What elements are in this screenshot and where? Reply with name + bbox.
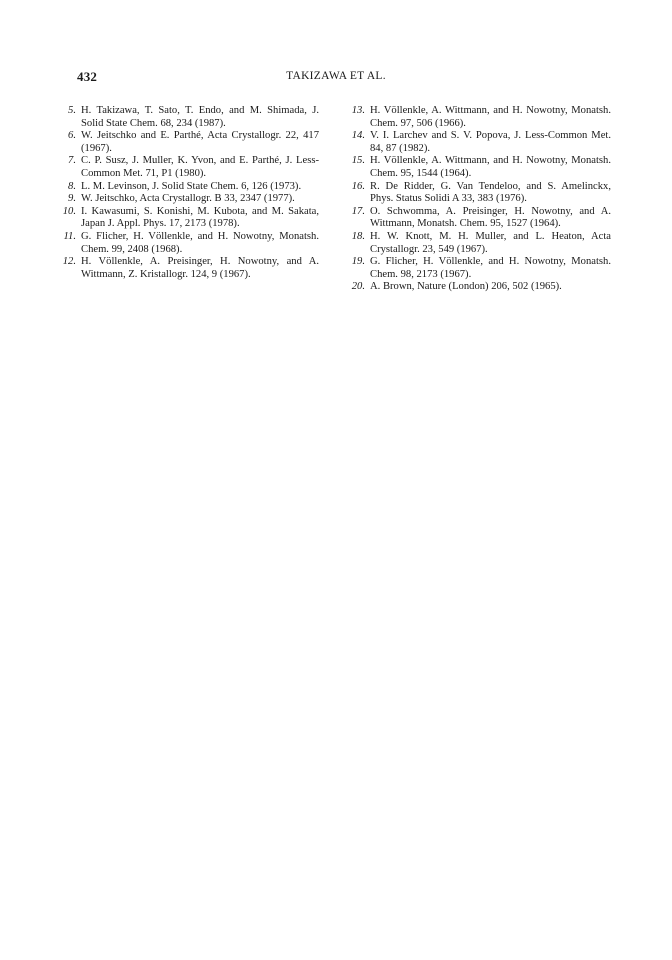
reference-number: 17.	[351, 205, 365, 217]
reference-number: 20.	[351, 281, 365, 293]
reference-text: G. Flicher, H. Völlenkle, and H. Nowotny, Monatsh. Chem. 99, 2408 (1968).	[81, 230, 319, 255]
reference-item	[57, 181, 319, 194]
reference-text: H. Völlenkle, A. Wittmann, and H. Nowotny, Monatsh. Chem. 97, 506 (1966).	[370, 105, 611, 129]
reference-text: V. I. Larchev and S. V. Popova, J. Less-Common Met. 84, 87 (1982).	[370, 130, 611, 154]
reference-number: 9.	[68, 193, 76, 205]
reference-text: G. Flicher, H. Völlenkle, and H. Nowotny, Monatsh. Chem. 98, 2173 (1967).	[370, 256, 611, 280]
reference-text: H. Völlenkle, A. Preisinger, H. Nowotny, and A. Wittmann, Z. Kristallogr. 124, 9 (1967).	[81, 256, 319, 280]
reference-item	[346, 231, 611, 256]
reference-item	[346, 256, 611, 281]
reference-item	[57, 155, 319, 180]
reference-text: W. Jeitschko and E. Parthé, Acta Crystallogr. 22, 417 (1967).	[81, 130, 319, 154]
reference-text: R. De Ridder, G. Van Tendeloo, and S. Amelinckx, Phys. Status Solidi A 33, 383 (1976).	[370, 180, 611, 205]
reference-text: W. Jeitschko, Acta Crystallogr. B 33, 2347 (1977).	[81, 193, 295, 205]
reference-item	[57, 130, 319, 155]
reference-number: 8.	[68, 180, 76, 192]
reference-number: 16.	[351, 180, 365, 192]
reference-item	[346, 206, 611, 231]
page-number: 432	[77, 69, 98, 84]
reference-text: A. Brown, Nature (London) 206, 502 (1965).	[370, 281, 562, 293]
reference-number: 11.	[63, 230, 76, 242]
reference-text: H. Völlenkle, A. Wittmann, and H. Nowotny, Monatsh. Chem. 95, 1544 (1964).	[370, 155, 611, 179]
reference-number: 18.	[351, 230, 365, 242]
reference-text: H. W. Knott, M. H. Muller, and L. Heaton, Acta Crystallogr. 23, 549 (1967).	[370, 230, 611, 255]
reference-text: I. Kawasumi, S. Konishi, M. Kubota, and M. Sakata, Japan J. Appl. Phys. 17, 2173 (1978).	[81, 205, 319, 230]
reference-item	[346, 105, 611, 130]
reference-text: C. P. Susz, J. Muller, K. Yvon, and E. Parthé, J. Less-Common Met. 71, P1 (1980).	[81, 155, 319, 179]
reference-text: H. Takizawa, T. Sato, T. Endo, and M. Shimada, J. Solid State Chem. 68, 234 (1987).	[81, 105, 319, 129]
reference-list-left	[57, 105, 319, 281]
reference-text: O. Schwomma, A. Preisinger, H. Nowotny, and A. Wittmann, Monatsh. Chem. 95, 1527 (1964).	[370, 205, 611, 230]
reference-item	[57, 105, 319, 130]
reference-number: 14.	[351, 130, 365, 142]
reference-item	[57, 231, 319, 256]
reference-item	[346, 281, 611, 294]
reference-item	[57, 256, 319, 281]
reference-number: 7.	[68, 155, 76, 167]
reference-number: 15.	[351, 155, 365, 167]
reference-text: L. M. Levinson, J. Solid State Chem. 6, 126 (1973).	[81, 180, 302, 192]
reference-list-right	[346, 105, 611, 294]
reference-number: 12.	[62, 256, 76, 268]
reference-number: 10.	[62, 205, 76, 217]
reference-item	[57, 206, 319, 231]
reference-item	[346, 155, 611, 180]
running-head: TAKIZAWA ET AL.	[286, 70, 386, 82]
reference-number: 13.	[351, 105, 365, 116]
reference-number: 6.	[68, 130, 76, 142]
reference-number: 19.	[351, 256, 365, 268]
reference-number: 5.	[68, 105, 76, 116]
reference-item	[346, 130, 611, 155]
reference-item	[57, 193, 319, 206]
reference-item	[346, 181, 611, 206]
